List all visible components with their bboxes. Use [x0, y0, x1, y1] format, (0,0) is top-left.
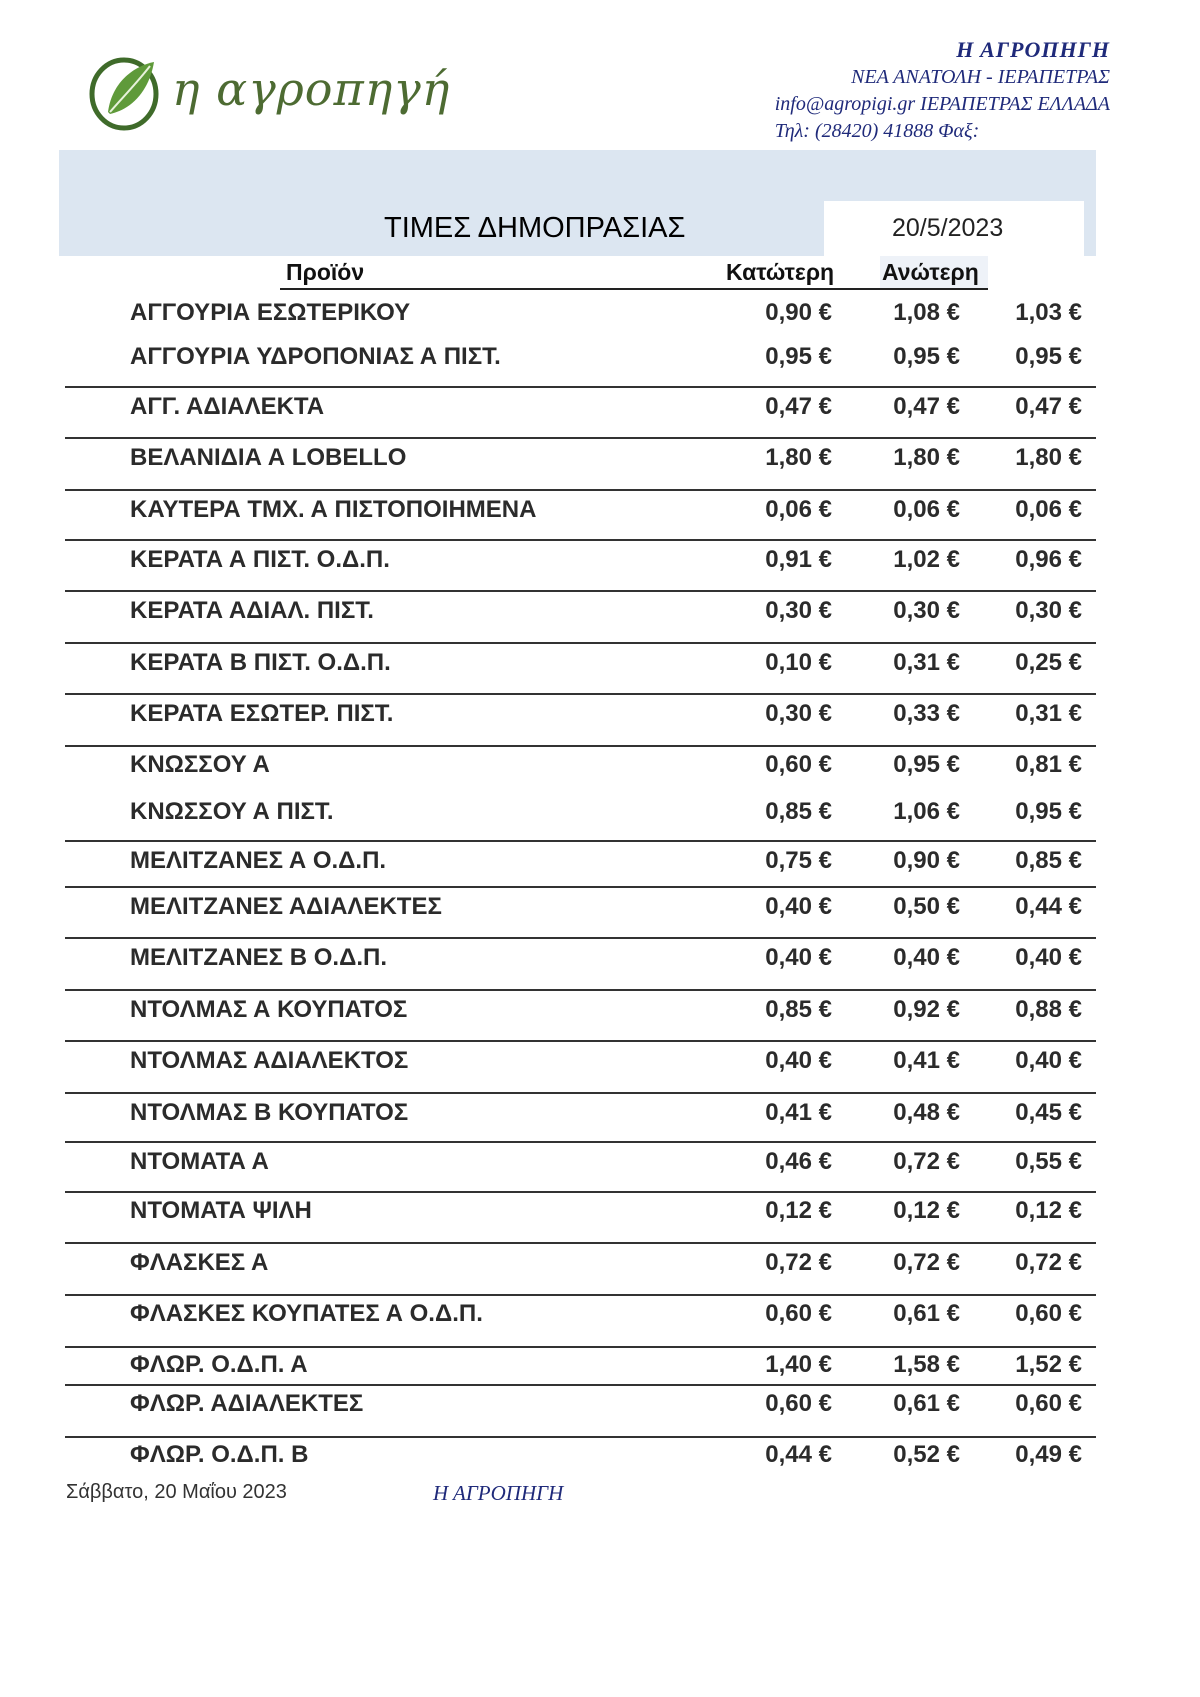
- row-divider: [65, 642, 1096, 644]
- price-low: 0,46 €: [765, 1148, 832, 1175]
- price-average: 0,60 €: [1015, 1300, 1082, 1327]
- price-high: 0,72 €: [893, 1249, 960, 1276]
- table-row: [0, 1191, 1200, 1231]
- product-name: ΝΤΟΛΜΑΣ ΑΔΙΑΛΕΚΤΟΣ: [130, 1047, 409, 1074]
- price-low: 0,40 €: [765, 1047, 832, 1074]
- price-low: 0,90 €: [765, 299, 832, 326]
- product-name: ΦΛΩΡ. ΑΔΙΑΛΕΚΤΕΣ: [130, 1390, 364, 1417]
- row-divider: [65, 937, 1096, 939]
- row-divider: [65, 489, 1096, 491]
- table-row: [0, 1345, 1200, 1385]
- table-row: [0, 1384, 1200, 1424]
- price-average: 0,30 €: [1015, 597, 1082, 624]
- price-average: 0,88 €: [1015, 996, 1082, 1023]
- price-high: 1,02 €: [893, 546, 960, 573]
- price-low: 0,30 €: [765, 597, 832, 624]
- product-name: ΒΕΛΑΝΙΔΙΑ Α LOBELLO: [130, 444, 407, 471]
- company-name: Η ΑΓΡΟΠΗΓΗ: [956, 37, 1110, 62]
- product-name: ΝΤΟΛΜΑΣ Β ΚΟΥΠΑΤΟΣ: [130, 1099, 409, 1126]
- price-low: 0,41 €: [765, 1099, 832, 1126]
- footer-company: Η ΑΓΡΟΠΗΓΗ: [433, 1481, 564, 1505]
- product-name: ΦΛΩΡ. Ο.Δ.Π. Β: [130, 1441, 309, 1468]
- row-divider: [65, 886, 1096, 888]
- price-average: 1,03 €: [1015, 299, 1082, 326]
- row-divider: [65, 386, 1096, 388]
- product-name: ΑΓΓΟΥΡΙΑ ΕΣΩΤΕΡΙΚΟΥ: [130, 299, 411, 326]
- price-high: 0,52 €: [893, 1441, 960, 1468]
- product-name: ΚΕΡΑΤΑ Β ΠΙΣΤ. Ο.Δ.Π.: [130, 649, 391, 676]
- product-name: ΦΛΑΣΚΕΣ ΚΟΥΠΑΤΕΣ Α Ο.Δ.Π.: [130, 1300, 483, 1327]
- row-divider: [65, 1346, 1096, 1348]
- price-high: 0,92 €: [893, 996, 960, 1023]
- price-average: 0,95 €: [1015, 798, 1082, 825]
- product-name: ΚΕΡΑΤΑ ΑΔΙΑΛ. ΠΙΣΤ.: [130, 597, 374, 624]
- logo-text: η αγροπηγή: [172, 62, 451, 116]
- row-divider: [65, 1436, 1096, 1438]
- table-row: [0, 1435, 1200, 1475]
- price-average: 0,55 €: [1015, 1148, 1082, 1175]
- row-divider: [65, 539, 1096, 541]
- price-low: 0,60 €: [765, 1390, 832, 1417]
- product-name: ΑΓΓ. ΑΔΙΑΛΕΚΤΑ: [130, 393, 325, 420]
- price-low: 0,40 €: [765, 944, 832, 971]
- price-average: 1,80 €: [1015, 444, 1082, 471]
- table-row: [0, 792, 1200, 832]
- table-row: [0, 293, 1200, 333]
- price-average: 0,85 €: [1015, 847, 1082, 874]
- table-row: [0, 1041, 1200, 1081]
- row-divider: [65, 989, 1096, 991]
- price-low: 0,60 €: [765, 751, 832, 778]
- table-row: [0, 1093, 1200, 1133]
- product-name: ΝΤΟΜΑΤΑ Α: [130, 1148, 269, 1175]
- company-phone: Τηλ: (28420) 41888 Φαξ:: [774, 120, 980, 142]
- price-average: 0,49 €: [1015, 1441, 1082, 1468]
- row-divider: [65, 1040, 1096, 1042]
- table-row: [0, 694, 1200, 734]
- product-name: ΑΓΓΟΥΡΙΑ ΥΔΡΟΠΟΝΙΑΣ Α ΠΙΣΤ.: [130, 343, 501, 370]
- table-row: [0, 745, 1200, 785]
- product-name: ΚΕΡΑΤΑ Α ΠΙΣΤ. Ο.Δ.Π.: [130, 546, 390, 573]
- table-row: [0, 643, 1200, 683]
- price-high: 0,61 €: [893, 1390, 960, 1417]
- price-high: 0,95 €: [893, 751, 960, 778]
- price-high: 0,12 €: [893, 1197, 960, 1224]
- price-high: 0,33 €: [893, 700, 960, 727]
- price-low: 0,60 €: [765, 1300, 832, 1327]
- price-high: 0,50 €: [893, 893, 960, 920]
- page-title: ΤΙΜΕΣ ΔΗΜΟΠΡΑΣΙΑΣ: [384, 212, 686, 244]
- product-name: ΚΕΡΑΤΑ ΕΣΩΤΕΡ. ΠΙΣΤ.: [130, 700, 394, 727]
- price-high: 0,40 €: [893, 944, 960, 971]
- table-row: [0, 540, 1200, 580]
- price-high: 0,06 €: [893, 496, 960, 523]
- price-high: 0,72 €: [893, 1148, 960, 1175]
- price-average: 0,72 €: [1015, 1249, 1082, 1276]
- price-high: 0,47 €: [893, 393, 960, 420]
- price-average: 0,47 €: [1015, 393, 1082, 420]
- price-low: 0,10 €: [765, 649, 832, 676]
- price-average: 0,81 €: [1015, 751, 1082, 778]
- row-divider: [65, 1242, 1096, 1244]
- price-high: 0,30 €: [893, 597, 960, 624]
- price-low: 0,91 €: [765, 546, 832, 573]
- column-header-low: Κατώτερη: [726, 259, 835, 285]
- product-name: ΜΕΛΙΤΖΑΝΕΣ Β Ο.Δ.Π.: [130, 944, 387, 971]
- row-divider: [65, 1191, 1096, 1193]
- table-row: [0, 990, 1200, 1030]
- price-low: 0,44 €: [765, 1441, 832, 1468]
- price-average: 0,96 €: [1015, 546, 1082, 573]
- footer-date: Σάββατο, 20 Μαΐου 2023: [66, 1481, 287, 1503]
- column-header-high: Ανώτερη: [882, 259, 979, 285]
- price-low: 0,75 €: [765, 847, 832, 874]
- price-low: 1,40 €: [765, 1351, 832, 1378]
- price-average: 1,52 €: [1015, 1351, 1082, 1378]
- product-name: ΚΝΩΣΣΟΥ Α ΠΙΣΤ.: [130, 798, 334, 825]
- column-header-product: Προϊόν: [286, 259, 365, 285]
- product-name: ΜΕΛΙΤΖΑΝΕΣ Α Ο.Δ.Π.: [130, 847, 387, 874]
- row-divider: [65, 437, 1096, 439]
- row-divider: [65, 840, 1096, 842]
- price-average: 0,25 €: [1015, 649, 1082, 676]
- row-divider: [65, 1141, 1096, 1143]
- price-average: 0,31 €: [1015, 700, 1082, 727]
- price-low: 0,30 €: [765, 700, 832, 727]
- table-row: [0, 591, 1200, 631]
- price-low: 1,80 €: [765, 444, 832, 471]
- row-divider: [65, 693, 1096, 695]
- price-average: 0,40 €: [1015, 944, 1082, 971]
- price-low: 0,47 €: [765, 393, 832, 420]
- price-high: 0,31 €: [893, 649, 960, 676]
- row-divider: [65, 1384, 1096, 1386]
- product-name: ΦΛΑΣΚΕΣ Α: [130, 1249, 269, 1276]
- price-average: 0,12 €: [1015, 1197, 1082, 1224]
- product-name: ΝΤΟΛΜΑΣ Α ΚΟΥΠΑΤΟΣ: [130, 996, 408, 1023]
- product-name: ΦΛΩΡ. Ο.Δ.Π. Α: [130, 1351, 308, 1378]
- price-high: 0,90 €: [893, 847, 960, 874]
- price-average: 0,60 €: [1015, 1390, 1082, 1417]
- price-high: 1,06 €: [893, 798, 960, 825]
- price-high: 0,48 €: [893, 1099, 960, 1126]
- price-high: 1,80 €: [893, 444, 960, 471]
- price-average: 0,95 €: [1015, 343, 1082, 370]
- company-address: ΝΕΑ ΑΝΑΤΟΛΗ - ΙΕΡΑΠΕΤΡΑΣ: [851, 66, 1110, 88]
- price-average: 0,45 €: [1015, 1099, 1082, 1126]
- price-low: 0,40 €: [765, 893, 832, 920]
- table-row: [0, 938, 1200, 978]
- row-divider: [65, 745, 1096, 747]
- price-average: 0,44 €: [1015, 893, 1082, 920]
- table-row: [0, 490, 1200, 530]
- table-row: [0, 841, 1200, 881]
- price-high: 0,61 €: [893, 1300, 960, 1327]
- company-email: info@agropigi.gr ΙΕΡΑΠΕΤΡΑΣ ΕΛΛΑΔΑ: [774, 93, 1110, 115]
- table-row: [0, 337, 1200, 377]
- product-name: ΜΕΛΙΤΖΑΝΕΣ ΑΔΙΑΛΕΚΤΕΣ: [130, 893, 442, 920]
- auction-date: 20/5/2023: [892, 214, 1004, 242]
- price-low: 0,06 €: [765, 496, 832, 523]
- table-row: [0, 438, 1200, 478]
- row-divider: [65, 1294, 1096, 1296]
- price-average: 0,06 €: [1015, 496, 1082, 523]
- table-row: [0, 1243, 1200, 1283]
- table-row: [0, 887, 1200, 927]
- price-low: 0,85 €: [765, 798, 832, 825]
- price-low: 0,85 €: [765, 996, 832, 1023]
- price-high: 0,95 €: [893, 343, 960, 370]
- price-average: 0,40 €: [1015, 1047, 1082, 1074]
- price-low: 0,72 €: [765, 1249, 832, 1276]
- price-high: 0,41 €: [893, 1047, 960, 1074]
- table-row: [0, 387, 1200, 427]
- product-name: ΚΑΥΤΕΡΑ ΤΜΧ. Α ΠΙΣΤΟΠΟΙΗΜΕΝΑ: [130, 496, 537, 523]
- table-row: [0, 1294, 1200, 1334]
- price-high: 1,08 €: [893, 299, 960, 326]
- price-low: 0,95 €: [765, 343, 832, 370]
- product-name: ΚΝΩΣΣΟΥ Α: [130, 751, 270, 778]
- row-divider: [65, 1092, 1096, 1094]
- row-divider: [65, 590, 1096, 592]
- price-high: 1,58 €: [893, 1351, 960, 1378]
- table-row: [0, 1142, 1200, 1182]
- product-name: ΝΤΟΜΑΤΑ ΨΙΛΗ: [130, 1197, 312, 1224]
- price-low: 0,12 €: [765, 1197, 832, 1224]
